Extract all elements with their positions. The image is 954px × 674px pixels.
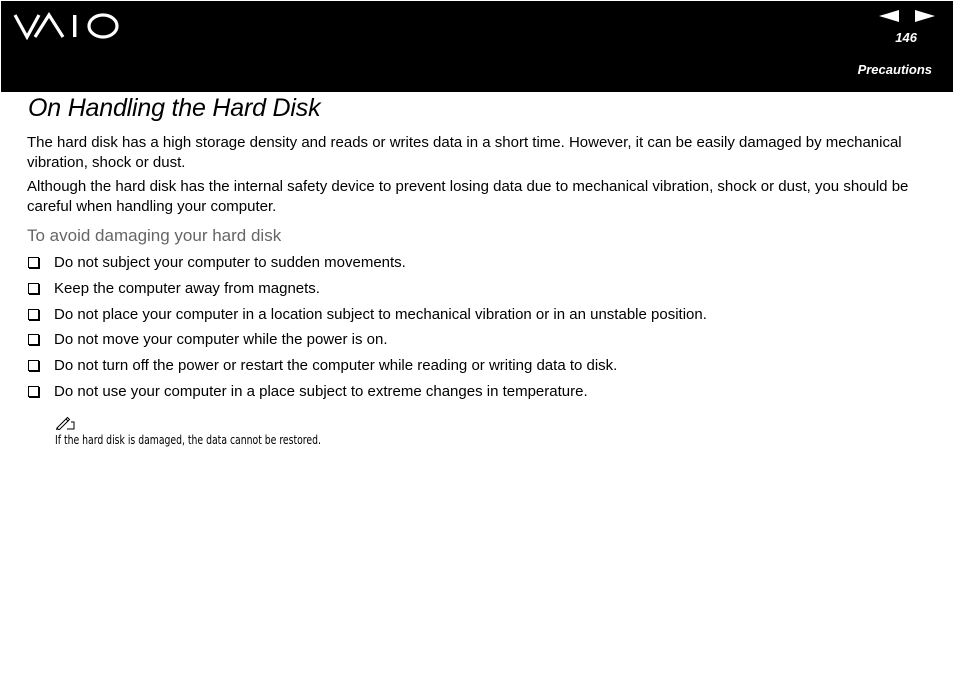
- list-item: [27, 253, 927, 279]
- list-item-text: Do not use your computer in a place subject to extreme changes in temperature.: [54, 382, 588, 400]
- list-item: [27, 356, 927, 382]
- list-item-text: Do not turn off the power or restart the computer while reading or writing data to disk.: [54, 357, 618, 375]
- vaio-logo: [13, 12, 121, 40]
- checkbox-bullet-icon: [28, 257, 39, 268]
- list-item-text: Do not place your computer in a location subject to mechanical vibration or in an unstable position.: [54, 305, 707, 323]
- section-label: Precautions: [857, 62, 932, 77]
- safety-paragraph: Although the hard disk has the internal safety device to prevent losing data due to mechanical vibration, shock or dust, you should be careful when handling your computer.: [27, 178, 909, 215]
- list-item: [27, 382, 927, 408]
- list-item: [27, 305, 927, 331]
- intro-paragraph: The hard disk has a high storage density and reads or writes data in a short time. However, it can be easily damaged by mechanical vibration, shock or dust.: [27, 134, 902, 171]
- checkbox-bullet-icon: [28, 309, 39, 320]
- arrow-left-icon[interactable]: [877, 9, 901, 23]
- page-number: 146: [895, 30, 917, 45]
- checkbox-bullet-icon: [28, 386, 39, 397]
- precaution-list: [27, 253, 927, 408]
- list-item: [27, 330, 927, 356]
- list-item-text: Do not subject your computer to sudden movements.: [54, 254, 406, 271]
- page-title: On Handling the Hard Disk: [28, 94, 321, 122]
- arrow-right-icon[interactable]: [913, 9, 937, 23]
- note-text: If the hard disk is damaged, the data cannot be restored.: [55, 433, 321, 447]
- note-pencil-icon: [55, 416, 75, 430]
- checkbox-bullet-icon: [28, 334, 39, 345]
- list-item: [27, 279, 927, 305]
- list-item-text: Do not move your computer while the power is on.: [54, 331, 388, 349]
- page-header: [1, 1, 953, 92]
- procedure-heading: To avoid damaging your hard disk: [27, 226, 282, 245]
- list-item-text: Keep the computer away from magnets.: [54, 279, 320, 297]
- checkbox-bullet-icon: [28, 360, 39, 371]
- checkbox-bullet-icon: [28, 283, 39, 294]
